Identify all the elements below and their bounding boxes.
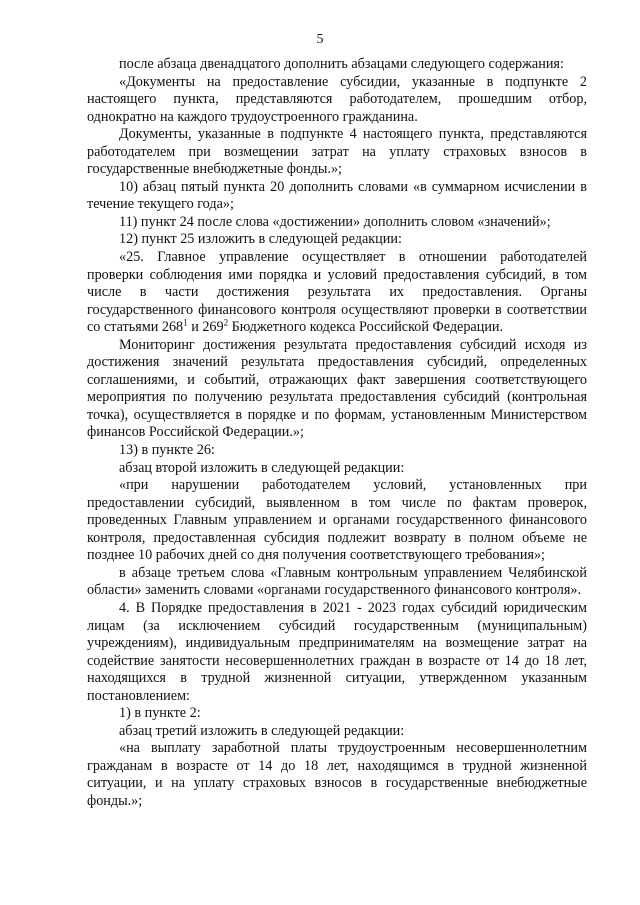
paragraph: 10) абзац пятый пункта 20 дополнить словами «в суммарном исчислении в течение текущего года»; bbox=[87, 178, 587, 213]
paragraph: 12) пункт 25 изложить в следующей редакции: bbox=[119, 231, 402, 248]
paragraph: 13) в пункте 26: bbox=[119, 442, 215, 459]
paragraph: 11) пункт 24 после слова «достижении» дополнить словом «значений»; bbox=[119, 213, 551, 230]
paragraph: 4. В Порядке предоставления в 2021 - 2023 годах субсидий юридическим лицам (за исключением субсидий государственным (муниципальным) учреждениям), индивидуальным предпринимателям на возмещение затрат на содействие занятости несовершеннолетних граждан в возрасте от 14 до 18 лет, находящихся в трудной жизненной ситуации, утвержденном указанным постановлением: bbox=[87, 599, 587, 704]
paragraph: после абзаца двенадцатого дополнить абзацами следующего содержания: bbox=[119, 56, 564, 72]
paragraph: абзац второй изложить в следующей редакции: bbox=[119, 459, 405, 476]
paragraph: 1) в пункте 2: bbox=[119, 705, 201, 722]
paragraph: «при нарушении работодателем условий, установленных при предоставлении субсидий, выявленном в том числе по фактам проверок, проведенных Главным управлением и органами государственного финансового контроля, предоставленная субсидия подлежит возврату в полном объеме не позднее 10 рабочих дней со дня получения соответствующего требования»; bbox=[87, 477, 587, 564]
paragraph-clause-25 bbox=[87, 249, 587, 337]
superscript: 1 bbox=[183, 317, 188, 328]
document-body bbox=[87, 56, 587, 811]
paragraph: в абзаце третьем слова «Главным контрольным управлением Челябинской области» заменить словами «органами государственного финансового контроля». bbox=[87, 564, 587, 599]
paragraph-text: Бюджетного кодекса Российской Федерации. bbox=[228, 319, 504, 336]
paragraph: «на выплату заработной платы трудоустроенным несовершеннолетним гражданам в возрасте от 14 до 18 лет, находящимся в трудной жизненной ситуации, и на уплату страховых взносов в государственные внебюджетные фонды.»; bbox=[87, 740, 587, 809]
paragraph-text: «25. Главное управление осуществляет в отношении работодателей проверки соблюдения ими порядка и условий предоставления субсидий, в том числе в части достижения результата их предоставления. Органы государственного финансового контроля осуществляют проверки в соответствии со статьями 268 bbox=[87, 249, 587, 336]
page-number: 5 bbox=[316, 32, 324, 47]
paragraph: Мониторинг достижения результата предоставления субсидий исходя из достижения значений результата предоставления субсидий, определенных соглашениями, и событий, отражающих факт завершения соответствующего мероприятия по получению результата предоставления субсидий (контрольная точка), осуществляется в порядке и по формам, установленным Министерством финансов Российской Федерации.»; bbox=[87, 336, 587, 441]
paragraph: «Документы на предоставление субсидии, указанные в подпункте 2 настоящего пункта, представляются работодателем, прошедшим отбор, однократно на каждого трудоустроенного гражданина. bbox=[87, 73, 587, 125]
paragraph-text: и 269 bbox=[187, 319, 224, 336]
superscript: 2 bbox=[223, 317, 229, 328]
paragraph: Документы, указанные в подпункте 4 настоящего пункта, представляются работодателем при возмещении затрат на уплату страховых взносов в государственные внебюджетные фонды.»; bbox=[87, 126, 587, 178]
paragraph: абзац третий изложить в следующей редакции: bbox=[119, 722, 405, 739]
